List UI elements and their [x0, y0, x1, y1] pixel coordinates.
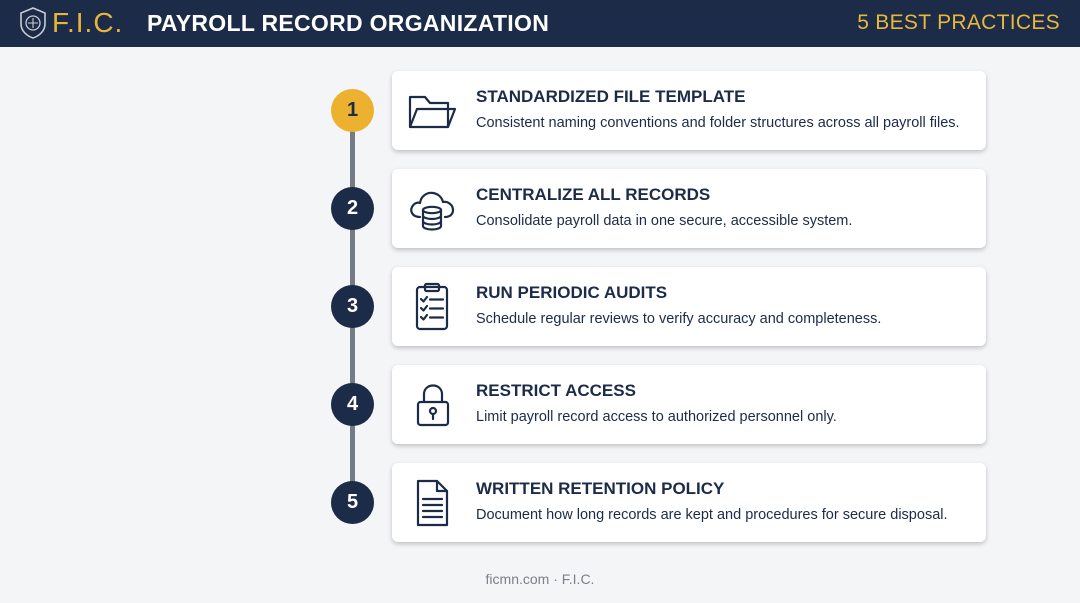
card-title: WRITTEN RETENTION POLICY: [476, 479, 725, 498]
logo-text: F.I.C.: [52, 7, 124, 38]
padlock-icon: [406, 379, 458, 431]
card-description: Document how long records are kept and procedures for secure disposal.: [476, 507, 948, 523]
card-description: Consolidate payroll data in one secure, accessible system.: [476, 213, 853, 229]
best-practices-label: 5 BEST PRACTICES: [857, 11, 1060, 34]
seal-logo-icon: [18, 6, 48, 40]
card-title: STANDARDIZED FILE TEMPLATE: [476, 87, 746, 106]
step-number-2: 2: [331, 187, 374, 230]
card-description: Limit payroll record access to authorized personnel only.: [476, 409, 837, 425]
cloud-database-icon: [406, 183, 458, 235]
card-description: Schedule regular reviews to verify accuracy and completeness.: [476, 311, 882, 327]
header-bar: [0, 0, 1080, 47]
practice-card-2: [392, 169, 986, 248]
practice-card-5: [392, 463, 986, 542]
page-title: PAYROLL RECORD ORGANIZATION: [147, 10, 550, 36]
card-title: RESTRICT ACCESS: [476, 381, 636, 400]
step-number-1: 1: [331, 89, 374, 132]
step-number-4: 4: [331, 383, 374, 426]
footer-text: ficmn.com · F.I.C.: [485, 571, 595, 587]
folder-icon: [406, 85, 458, 137]
step-number-3: 3: [331, 285, 374, 328]
card-title: CENTRALIZE ALL RECORDS: [476, 185, 711, 204]
document-icon: [406, 477, 458, 529]
card-title: RUN PERIODIC AUDITS: [476, 283, 668, 302]
practice-card-3: [392, 267, 986, 346]
clipboard-checklist-icon: [406, 281, 458, 333]
practice-card-4: [392, 365, 986, 444]
step-number-5: 5: [331, 481, 374, 524]
practice-card-1: [392, 71, 986, 150]
card-description: Consistent naming conventions and folder structures across all payroll files.: [476, 115, 960, 131]
